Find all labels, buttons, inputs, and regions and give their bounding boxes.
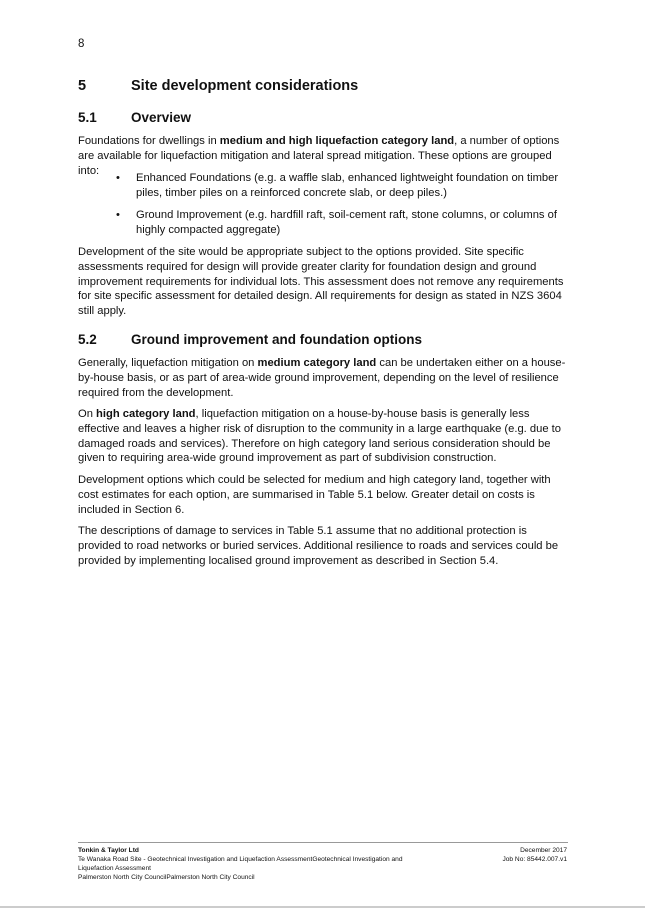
section-title: Site development considerations (131, 78, 359, 94)
list-item (116, 171, 568, 201)
section-number: 5.2 (78, 332, 97, 347)
text-run: , a number of options are available for liquefaction mitigation and lateral spread mitigation. These options are grouped into: (78, 135, 560, 177)
footer-divider (78, 842, 568, 843)
section-number: 5 (78, 78, 87, 94)
bold-text: high category land (96, 408, 196, 420)
ground-improvement-paragraph-4: The descriptions of damage to services in Table 5.1 assume that no additional protection is provided to road networks or buried services. Additional resilience to roads and services could be provided by implementing localised ground improvement as described in Section 5.4. (78, 525, 559, 567)
ground-improvement-paragraph-2 (78, 407, 568, 466)
overview-paragraph-2: Development of the site would be appropriate subject to the options provided. Site specific assessments required for design will provide greater clarity for foundation design and ground improvement requirements for individual lots. This assessment does not remove any requirements for site specific assessment for detailed design. All requirements for design as stated in NZS 3604 still apply. (78, 246, 564, 318)
bold-text: medium and high liquefaction category land (219, 135, 455, 147)
page-number: 8 (78, 38, 85, 50)
section-heading-5-1 (78, 110, 191, 125)
footer-job-number: Job No: 85442.007.v1 (502, 856, 567, 863)
text-run: Generally, liquefaction mitigation on (78, 357, 258, 369)
footer-project: Te Wanaka Road Site - Geotechnical Investigation and Liquefaction AssessmentGeotechnical Investigation and Liquefaction Assessment (78, 856, 403, 872)
footer-client: Palmerston North City CouncilPalmerston North City Council (78, 874, 255, 881)
section-title: Overview (131, 110, 192, 125)
bold-text: medium category land (257, 357, 377, 369)
bullet-icon: • (116, 209, 120, 221)
section-title: Ground improvement and foundation options (131, 332, 422, 347)
bullet-icon: • (116, 172, 120, 184)
footer-company: Tonkin & Taylor Ltd (78, 847, 139, 854)
section-heading-5-2 (78, 332, 422, 347)
ground-improvement-paragraph-1 (78, 356, 568, 400)
list-item-text: Enhanced Foundations (e.g. a waffle slab, enhanced lightweight foundation on timber piles, timber piles on a reinforced concrete slab, or deep piles.) (136, 172, 559, 199)
text-run: Foundations for dwellings in (78, 135, 220, 147)
footer-left (78, 846, 438, 882)
section-number: 5.1 (78, 110, 97, 125)
list-item (116, 208, 568, 238)
footer-right (502, 846, 567, 864)
footer-date: December 2017 (520, 847, 567, 854)
text-run: can be undertaken either on a house-by-house basis, or as part of area-wide ground improvement, depending on the level of resilience required from the development. (78, 357, 566, 399)
text-run: On (78, 408, 97, 420)
page-bottom-rule (0, 906, 645, 908)
section-heading-5 (78, 78, 358, 94)
ground-improvement-paragraph-3: Development options which could be selected for medium and high category land, together with cost estimates for each option, are summarised in Table 5.1 below. Greater detail on costs is included in Section 6. (78, 474, 551, 516)
text-run: , liquefaction mitigation on a house-by-house basis is generally less effective and leaves a higher risk of disruption to the community in a large earthquake (e.g. due to damaged roads and services). Therefore on high category land serious consideration should be given to requiring area-wide ground improvement as part of subdivision construction. (78, 408, 562, 465)
list-item-text: Ground Improvement (e.g. hardfill raft, soil-cement raft, stone columns, or columns of highly compacted aggregate) (136, 209, 557, 236)
